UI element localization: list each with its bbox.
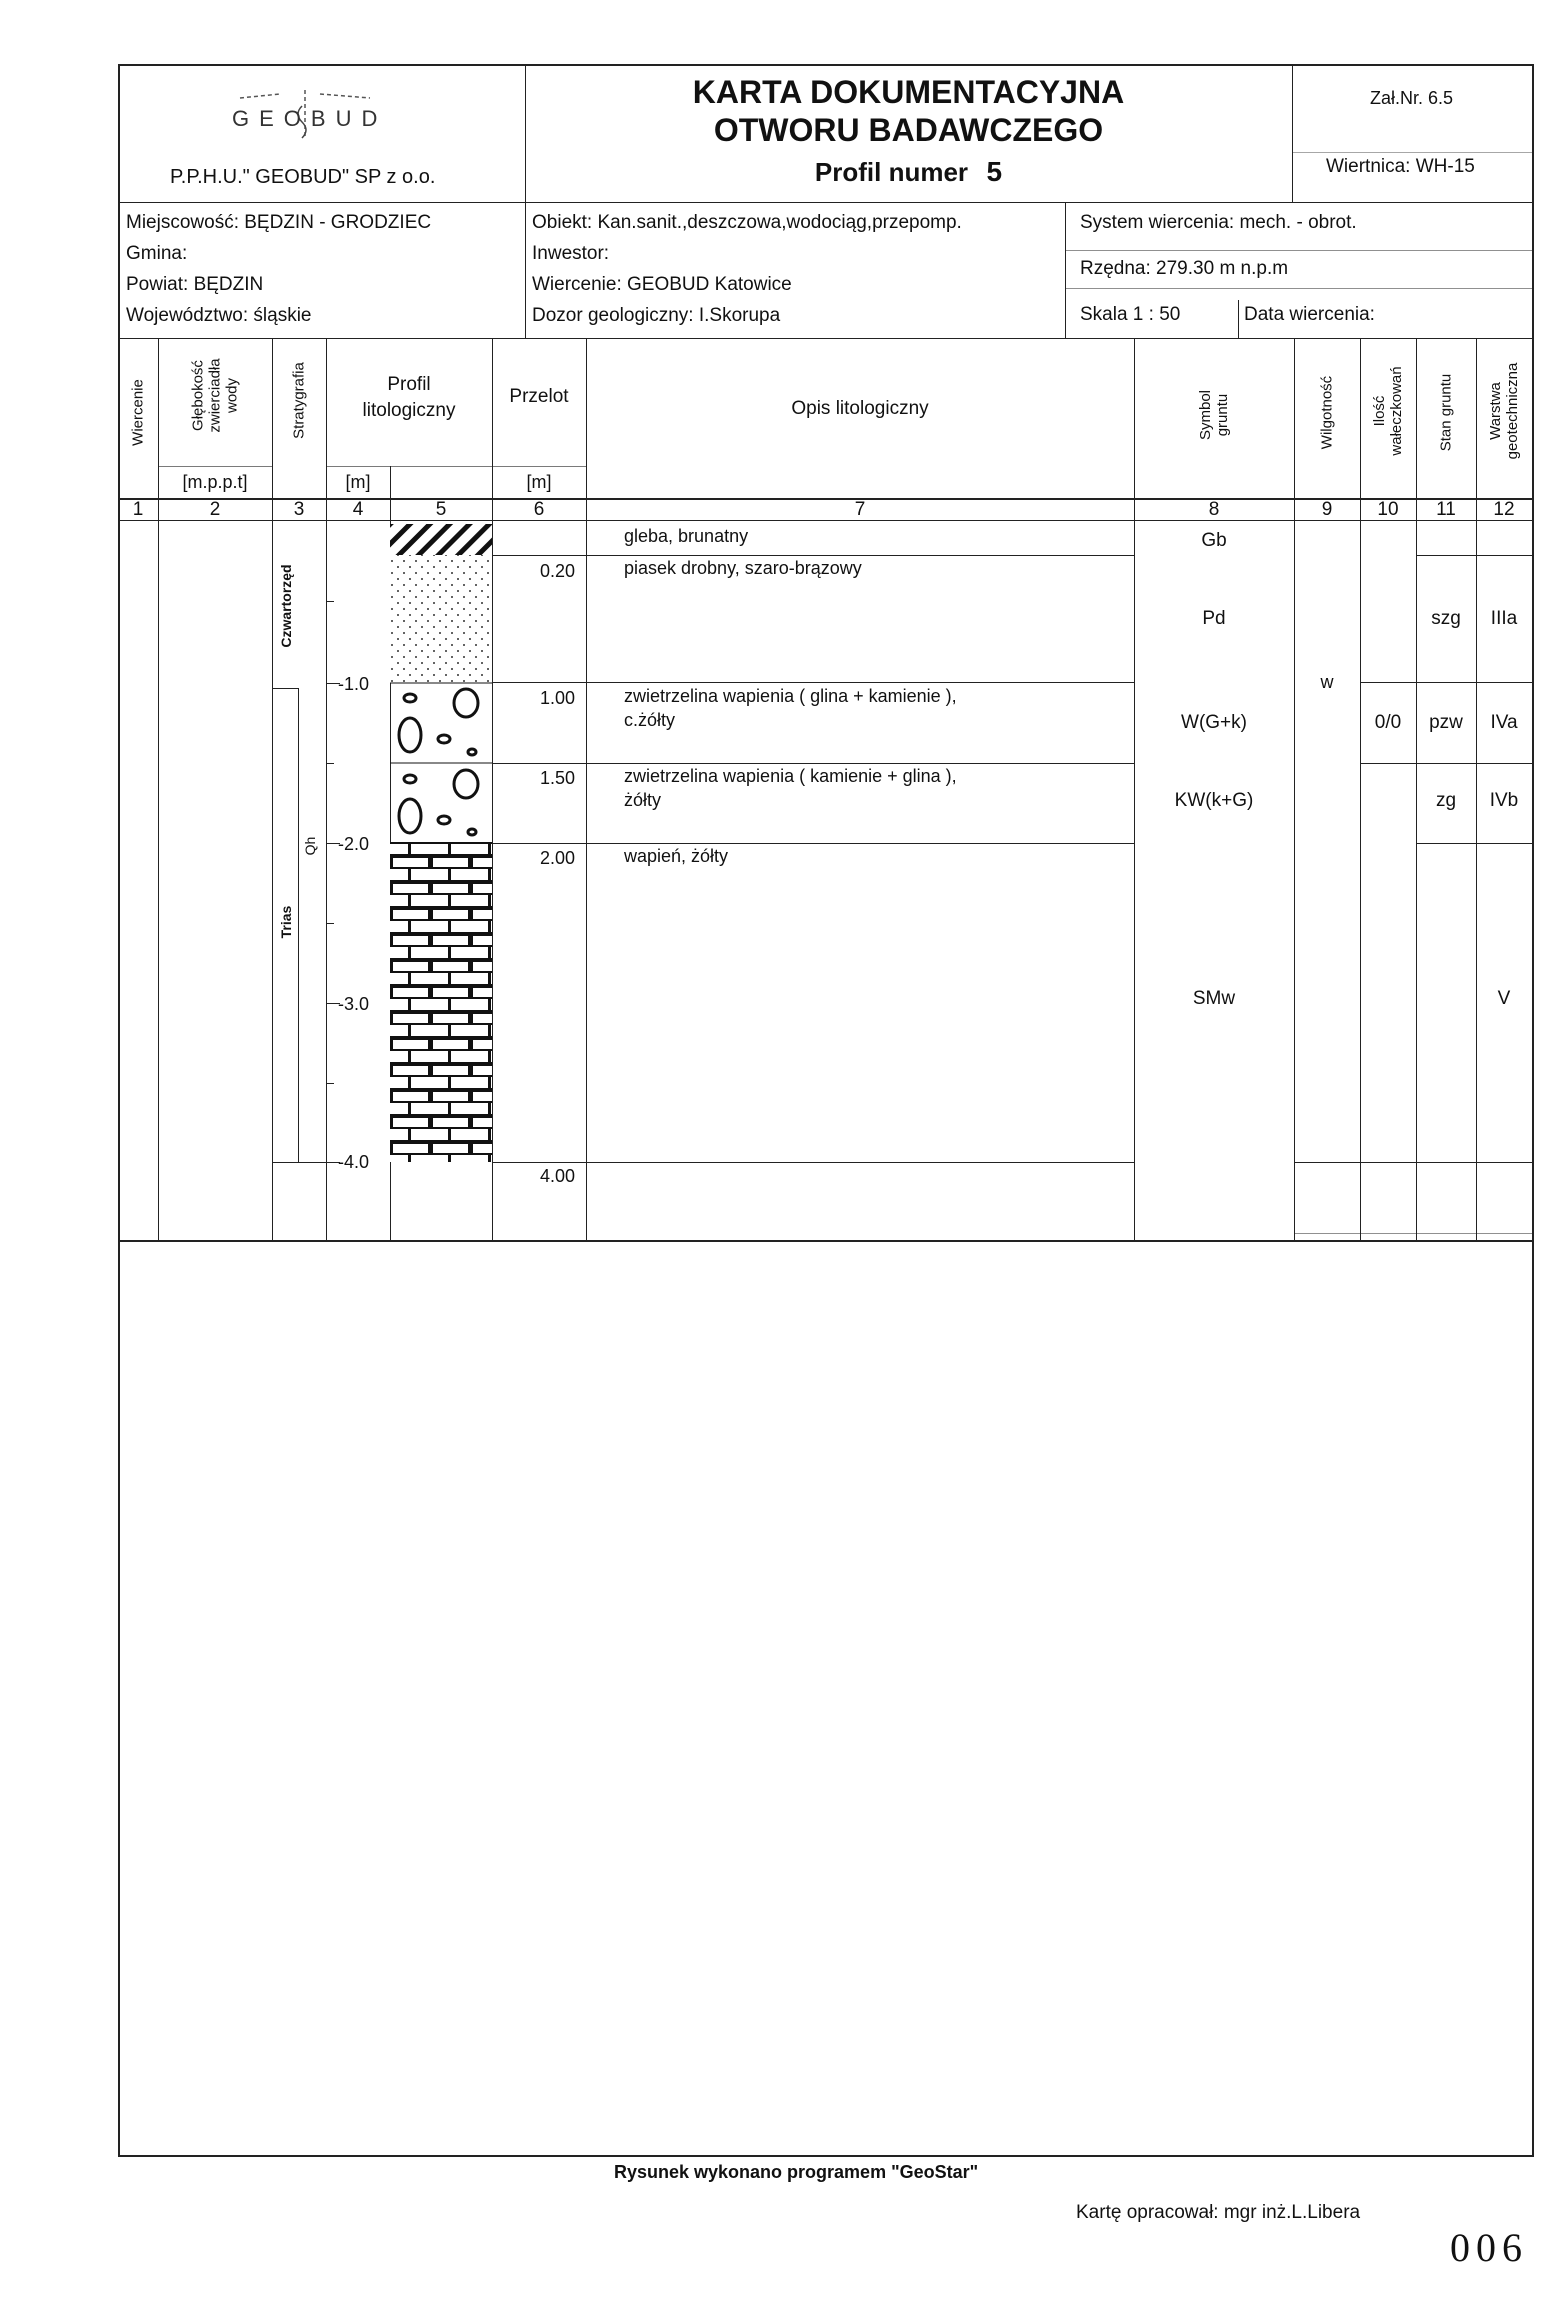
footer-program: Rysunek wykonano programem "GeoStar" <box>614 2162 979 2182</box>
col-header-water-depth: Głębokość zwierciadła wody <box>189 358 241 433</box>
layer-depth: 2.00 <box>540 848 576 868</box>
col-header-rolls: Ilość wałeczkowań <box>1371 366 1405 456</box>
col-unit-water: [m.p.p.t] <box>182 472 248 492</box>
depth-tick-1: -1.0 <box>338 674 370 694</box>
stratigraphy-quaternary: Czwartorzęd <box>278 564 294 648</box>
page-number: 006 <box>1450 2225 1528 2270</box>
layer-symbol: Pd <box>1202 608 1226 629</box>
card-title-line2: OTWORU BADAWCZEGO <box>713 112 1104 148</box>
geological-supervision: Dozor geologiczny: I.Skorupa <box>532 305 781 326</box>
attachment-number: Zał.Nr. 6.5 <box>1370 88 1454 108</box>
layer-depth: 1.00 <box>540 688 576 708</box>
layer-rolls: 0/0 <box>1374 712 1402 733</box>
layer-symbol: W(G+k) <box>1181 712 1247 733</box>
stratigraphy-qh: Qh <box>302 836 318 856</box>
layer-soil-state: pzw <box>1429 712 1463 733</box>
layer-symbol: Gb <box>1201 530 1227 551</box>
layer-soil-state: zg <box>1435 790 1457 811</box>
col-unit-profile: [m] <box>345 472 371 492</box>
commune: Gmina: <box>126 243 188 264</box>
drilling-company: Wiercenie: GEOBUD Katowice <box>532 274 792 295</box>
profile-number: 5 <box>986 156 1003 187</box>
drilling-system: System wiercenia: mech. - obrot. <box>1080 212 1357 233</box>
company-name: P.P.H.U." GEOBUD" SP z o.o. <box>170 166 436 188</box>
col-header-drilling: Wiercenie <box>129 379 147 446</box>
col-header-profile-line1: Profil <box>387 374 431 395</box>
col-header-profile-line2: litologiczny <box>362 400 456 421</box>
col-header-geo-layer: Warstwa geotechniczna <box>1487 362 1521 460</box>
district: Powiat: BĘDZIN <box>126 274 264 295</box>
end-depth: 4.00 <box>540 1166 576 1186</box>
layer-description: gleba, brunatny <box>624 526 749 546</box>
layer-description: zwietrzelina wapienia ( kamienie + glina ), <box>624 766 957 786</box>
card-title-line1: KARTA DOKUMENTACYJNA <box>692 74 1125 110</box>
layer-symbol: SMw <box>1192 988 1236 1009</box>
borehole-rig: Wiertnica: WH-15 <box>1326 156 1475 177</box>
locality: Miejscowość: BĘDZIN - GRODZIEC <box>126 212 432 233</box>
layer-symbol: KW(k+G) <box>1174 790 1254 811</box>
stratigraphy-triassic: Trias <box>278 905 294 939</box>
layer-geo: IIIa <box>1490 608 1518 629</box>
layer-description-cont: żółty <box>624 790 662 810</box>
voivodeship: Województwo: śląskie <box>126 305 312 326</box>
col-header-interval: Przelot <box>509 386 569 407</box>
layer-geo: IVa <box>1490 712 1518 733</box>
depth-tick-3: -3.0 <box>338 994 370 1014</box>
logo-text: GEOBUD <box>232 106 388 131</box>
depth-tick-4: -4.0 <box>338 1152 370 1172</box>
col-header-soil-symbol: Symbol gruntu <box>1197 389 1231 441</box>
elevation: Rzędna: 279.30 m n.p.m <box>1080 258 1289 279</box>
drilling-date: Data wiercenia: <box>1244 304 1375 325</box>
object: Obiekt: Kan.sanit.,deszczowa,wodociąg,przepomp. <box>532 212 962 233</box>
footer-author: Kartę opracował: mgr inż.L.Libera <box>1076 2202 1361 2223</box>
layer-geo: IVb <box>1489 790 1519 811</box>
layer-description: wapień, żółty <box>624 846 729 866</box>
col-unit-interval: [m] <box>526 472 552 492</box>
layer-description: piasek drobny, szaro-brązowy <box>624 558 862 578</box>
layer-depth: 0.20 <box>540 561 576 581</box>
layer-description: zwietrzelina wapienia ( glina + kamienie ), <box>624 686 957 706</box>
layer-soil-state: szg <box>1431 608 1461 629</box>
investor: Inwestor: <box>532 243 610 264</box>
layer-geo: V <box>1497 988 1511 1009</box>
moisture-value: w <box>1320 672 1334 692</box>
col-header-description: Opis litologiczny <box>791 398 929 419</box>
depth-tick-2: -2.0 <box>338 834 370 854</box>
scale: Skala 1 : 50 <box>1080 304 1181 325</box>
col-header-soil-state: Stan gruntu <box>1437 373 1455 452</box>
layer-depth: 1.50 <box>540 768 576 788</box>
col-header-moisture: Wilgotność <box>1318 375 1336 450</box>
layer-description-cont: c.żółty <box>624 710 676 730</box>
col-header-stratigraphy: Stratygrafia <box>290 362 308 439</box>
profile-label: Profil numer <box>814 157 969 187</box>
